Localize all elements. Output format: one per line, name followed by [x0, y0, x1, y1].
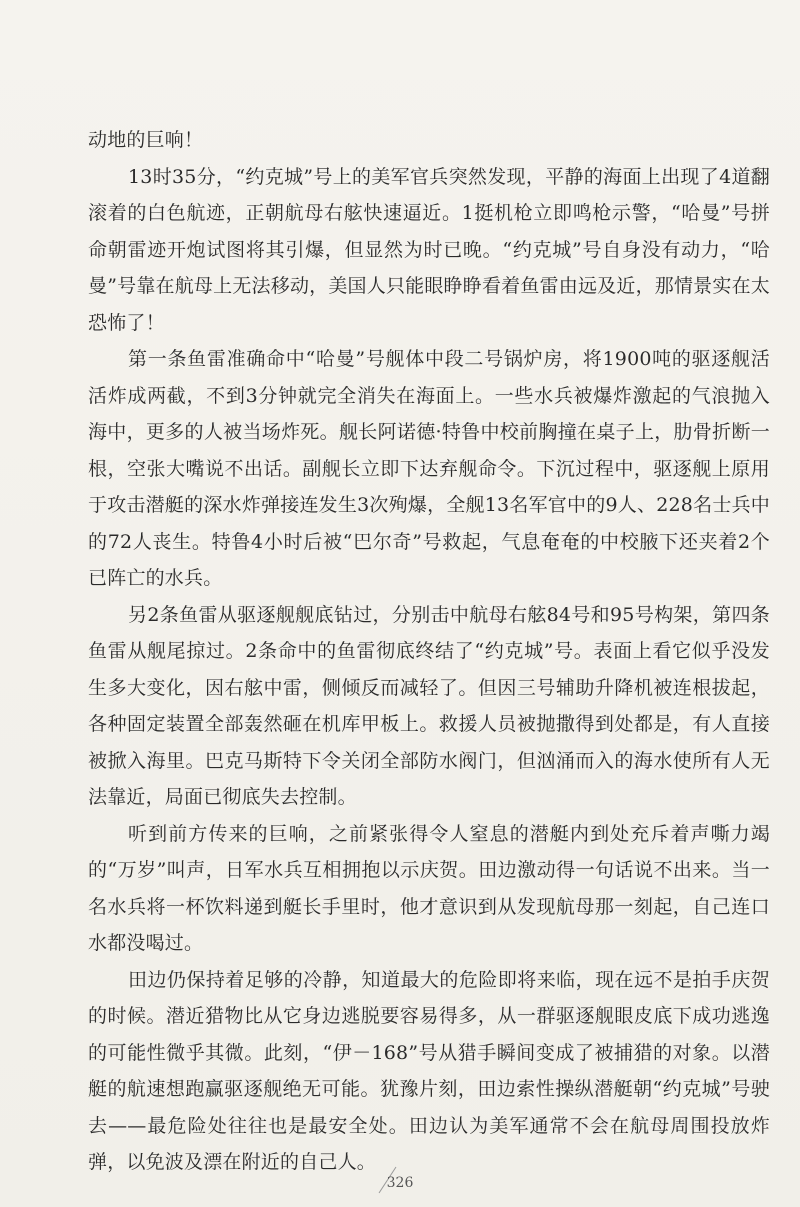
page-number: 326 [386, 1175, 414, 1191]
page-footer [0, 1172, 800, 1191]
paragraph: 听到前方传来的巨响，之前紧张得令人窒息的潜艇内到处充斥着声嘶力竭的“万岁”叫声，日军水兵互相拥抱以示庆贺。田边激动得一句话说不出来。当一名水兵将一杯饮料递到艇长手里时，他才意识到从发现航母那一刻起，自己连口水都没喝过。 [88, 822, 770, 954]
paragraph: 田边仍保持着足够的冷静，知道最大的危险即将来临，现在远不是拍手庆贺的时候。潜近猎物比从它身边逃脱要容易得多，从一群驱逐舰眼皮底下成功逃逸的可能性微乎其微。此刻，“伊－168”号从猎手瞬间变成了被捕猎的对象。以潜艇的航速想跑赢驱逐舰绝无可能。犹豫片刻，田边索性操纵潜艇朝“约克城”号驶去——最危险处往往也是最安全处。田边认为美军通常不会在航母周围投放炸弹，以免波及漂在附近的自己人。 [88, 968, 770, 1173]
paragraph-continuation: 动地的巨响！ [88, 129, 204, 151]
paragraph: 13时35分，“约克城”号上的美军官兵突然发现，平静的海面上出现了4道翻滚着的白色航迹，正朝航母右舷快速逼近。1挺机枪立即鸣枪示警，“哈曼”号拼命朝雷迹开炮试图将其引爆，但显然为时已晚。“约克城”号自身没有动力，“哈曼”号靠在航母上无法移动，美国人只能眼睁睁看着鱼雷由远及近，那情景实在太恐怖了！ [88, 165, 770, 334]
paragraph: 第一条鱼雷准确命中“哈曼”号舰体中段二号锅炉房，将1900吨的驱逐舰活活炸成两截，不到3分钟就完全消失在海面上。一些水兵被爆炸激起的气浪抛入海中，更多的人被当场炸死。舰长阿诺德·特鲁中校前胸撞在桌子上，肋骨折断一根，空张大嘴说不出话。副舰长立即下达弃舰命令。下沉过程中，驱逐舰上原用于攻击潜艇的深水炸弹接连发生3次殉爆，全舰13名军官中的9人、228名士兵中的72人丧生。特鲁4小时后被“巴尔奇”号救起，气息奄奄的中校腋下还夹着2个已阵亡的水兵。 [88, 348, 770, 589]
body-text [88, 122, 770, 1181]
paragraph: 另2条鱼雷从驱逐舰舰底钻过，分别击中航母右舷84号和95号构架，第四条鱼雷从舰尾掠过。2条命中的鱼雷彻底终结了“约克城”号。表面上看它似乎没发生多大变化，因右舷中雷，侧倾反而减轻了。但因三号辅助升降机被连根拔起，各种固定装置全部轰然砸在机库甲板上。救援人员被抛撒得到处都是，有人直接被掀入海里。巴克马斯特下令关闭全部防水阀门，但汹涌而入的海水使所有人无法靠近，局面已彻底失去控制。 [88, 603, 770, 808]
